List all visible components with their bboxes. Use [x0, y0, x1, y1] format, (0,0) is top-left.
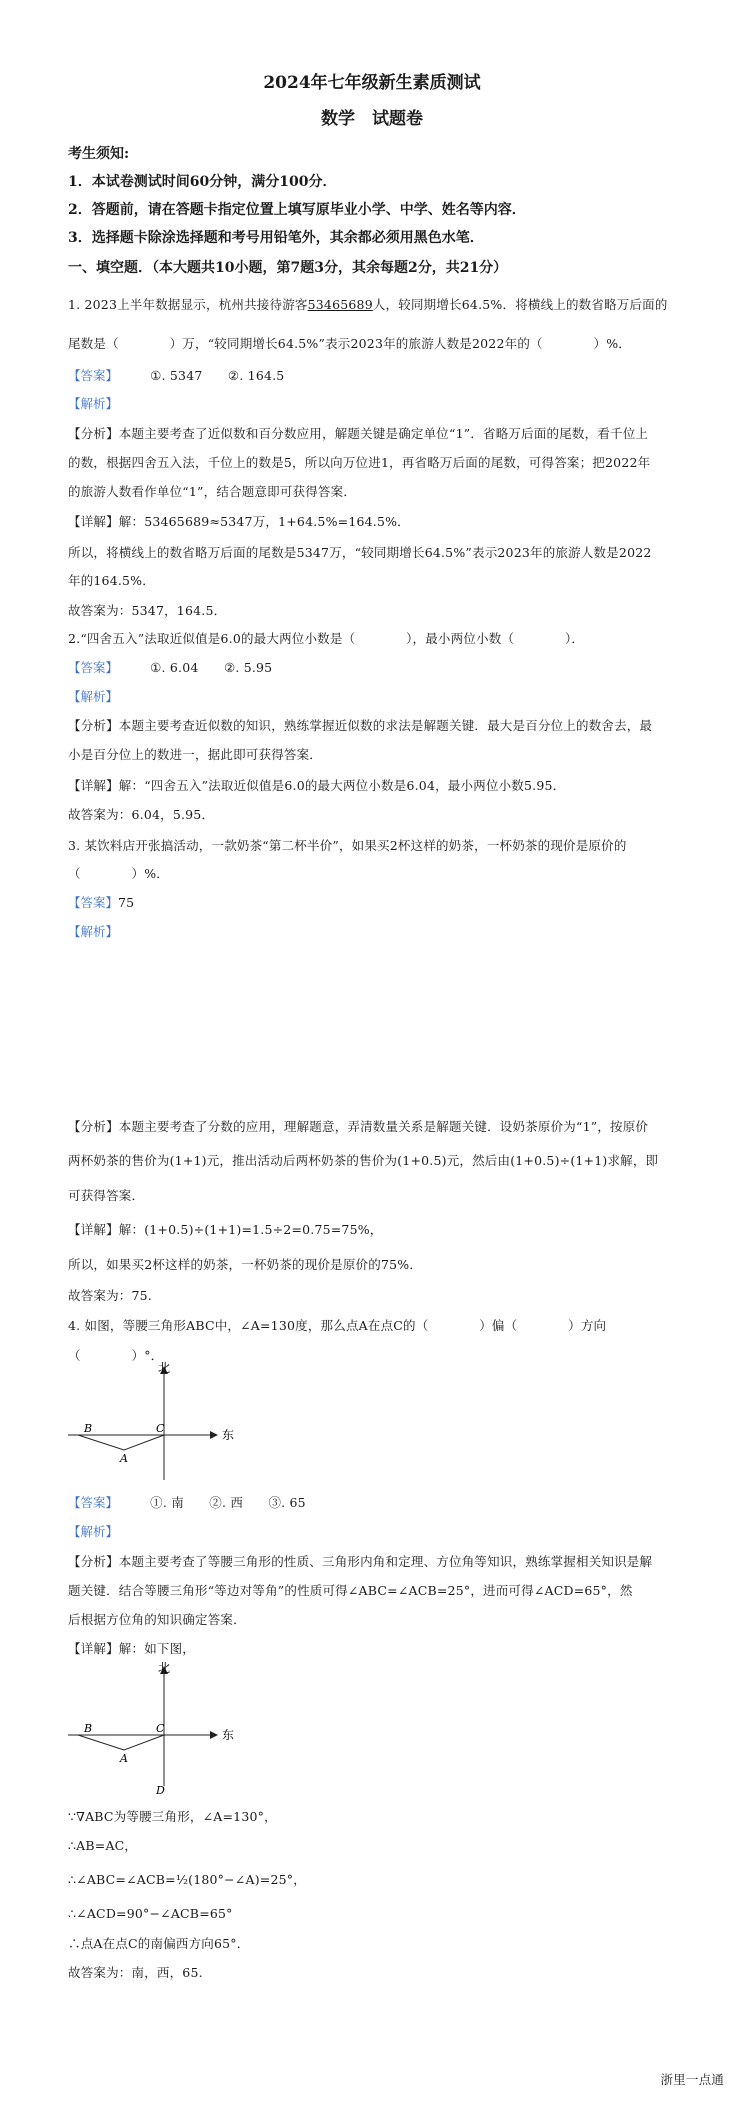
answer-tag: 【答案】	[68, 895, 119, 910]
step-line: ∴AB=AC，	[68, 1838, 138, 1853]
point-b-label: B	[84, 1722, 93, 1735]
detail-line: 【详解】解：如下图，	[68, 1641, 196, 1656]
notice-heading: 考生须知:	[68, 146, 130, 162]
analysis-line: 可获得答案．	[68, 1188, 145, 1203]
analysis-line: 的旅游人数看作单位“1”，结合题意即可获得答案．	[68, 484, 357, 499]
question-1-line: 1. 2023上半年数据显示，杭州共接待游客53465689人，较同期增长64.5%．将横线上的数省略万后面的	[68, 297, 668, 312]
answer-row	[68, 658, 272, 676]
footer-brand: 浙里一点通	[660, 2072, 724, 2087]
detail-line: 所以，将横线上的数省略万后面的尾数是5347万，“较同期增长64.5%”表示2023年的旅游人数是2022	[68, 545, 652, 560]
step-line: ∵∇ABC为等腰三角形，∠A=130°，	[68, 1809, 277, 1824]
analysis-tag: 【解析】	[68, 689, 119, 704]
detail-line: 年的164.5%．	[68, 573, 155, 588]
point-a-label: A	[120, 1452, 128, 1465]
point-c-label: C	[156, 1722, 165, 1735]
analysis-tag: 【解析】	[68, 396, 119, 411]
answer-text: 75	[118, 895, 135, 910]
analysis-line: 【分析】本题主要考查近似数的知识，熟练掌握近似数的求法是解题关键．最大是百分位上的数舍去，最	[68, 718, 653, 733]
east-label: 东	[222, 1428, 235, 1442]
triangle-abc	[78, 1435, 164, 1450]
north-label: 北	[158, 1662, 171, 1675]
analysis-tag: 【解析】	[68, 924, 119, 939]
answer-text: ①. 南 ②. 西 ③. 65	[150, 1495, 306, 1510]
detail-line: 【详解】解：53465689≈5347万，1+64.5%=164.5%．	[68, 514, 410, 529]
answer-tag: 【答案】	[68, 368, 119, 383]
analysis-line: 【分析】本题主要考查了分数的应用，理解题意，弄清数量关系是解题关键．设奶茶原价为“1”，按原价	[68, 1119, 649, 1134]
point-c-label: C	[156, 1422, 165, 1435]
point-d-label: D	[156, 1784, 165, 1797]
answer-row	[68, 366, 284, 384]
answer-row	[68, 1493, 306, 1511]
answer-tag: 【答案】	[68, 660, 119, 675]
step-line: ∴∠ACD=90°−∠ACB=65°	[68, 1906, 233, 1921]
direction-diagram	[60, 1362, 250, 1482]
analysis-line: 【分析】本题主要考查了近似数和百分数应用，解题关键是确定单位“1”．省略万后面的尾数，看千位上	[68, 426, 649, 441]
question-1-line: 尾数是（ ）万，“较同期增长64.5%”表示2023年的旅游人数是2022年的（ ）%．	[68, 336, 631, 351]
arrow-east-icon	[210, 1731, 218, 1739]
section-heading: 一、填空题．（本大题共10小题，第7题3分，其余每题2分，共21分）	[68, 260, 508, 276]
answer-row	[68, 893, 134, 911]
answer-tag: 【答案】	[68, 1495, 119, 1510]
detail-line: 所以，如果买2杯这样的奶茶，一杯奶茶的现价是原价的75%．	[68, 1257, 423, 1272]
page-title: 2024年七年级新生素质测试	[263, 73, 481, 93]
notice-item: 1．本试卷测试时间60分钟，满分100分．	[68, 174, 337, 190]
final-answer: 故答案为：75.	[68, 1288, 152, 1303]
detail-line: 【详解】解：“四舍五入”法取近似值是6.0的最大两位小数是6.04，最小两位小数5.95．	[68, 778, 566, 793]
analysis-line: 【分析】本题主要考查了等腰三角形的性质、三角形内角和定理、方位角等知识，熟练掌握相关知识是解	[68, 1554, 653, 1569]
analysis-line: 后根据方位角的知识确定答案．	[68, 1612, 246, 1627]
direction-diagram-with-d	[60, 1662, 250, 1798]
final-answer: 故答案为：6.04，5.95．	[68, 807, 215, 822]
answer-text: ①. 5347 ②. 164.5	[150, 368, 285, 383]
triangle-abc	[78, 1735, 164, 1750]
analysis-line: 题关键．结合等腰三角形“等边对等角”的性质可得∠ABC=∠ACB=25°，进而可得∠ACD=65°，然	[68, 1583, 633, 1598]
answer-text: ①. 6.04 ②. 5.95	[150, 660, 273, 675]
north-label: 北	[158, 1362, 171, 1375]
point-a-label: A	[120, 1752, 128, 1765]
question-3-stem: （ ）%．	[68, 866, 169, 881]
east-label: 东	[222, 1728, 235, 1742]
point-b-label: B	[84, 1422, 93, 1435]
step-line: ∴点A在点C的南偏西方向65°．	[68, 1936, 250, 1951]
question-3-stem: 3. 某饮料店开张搞活动，一款奶茶“第二杯半价”，如果买2杯这样的奶茶，一杯奶茶的现价是原价的	[68, 838, 627, 853]
step-line: ∴∠ABC=∠ACB=½(180°−∠A)=25°，	[68, 1872, 306, 1887]
page-subtitle: 数学 试题卷	[321, 109, 423, 129]
detail-line: 【详解】解：(1+0.5)÷(1+1)=1.5÷2=0.75=75%，	[68, 1222, 383, 1237]
analysis-line: 两杯奶茶的售价为(1+1)元，推出活动后两杯奶茶的售价为(1+0.5)元，然后由(1+0.5)÷(1+1)求解，即	[68, 1153, 659, 1168]
question-2-stem: 2.“四舍五入”法取近似值是6.0的最大两位小数是（ ），最小两位小数（ ）．	[68, 631, 585, 646]
question-4-stem: 4. 如图，等腰三角形ABC中，∠A=130度，那么点A在点C的（ ）偏（ ）方向	[68, 1318, 607, 1333]
arrow-east-icon	[210, 1431, 218, 1439]
analysis-line: 的数，根据四舍五入法，千位上的数是5，所以向万位进1，再省略万后面的尾数，可得答案；把2022年	[68, 455, 651, 470]
notice-item: 3．选择题卡除涂选择题和考号用铅笔外，其余都必须用黑色水笔．	[68, 230, 484, 246]
analysis-tag: 【解析】	[68, 1524, 119, 1539]
final-answer: 故答案为：南，西，65.	[68, 1965, 203, 1980]
final-answer: 故答案为：5347，164.5．	[68, 603, 227, 618]
analysis-line: 小是百分位上的数进一，据此即可获得答案．	[68, 747, 323, 762]
notice-item: 2．答题前，请在答题卡指定位置上填写原毕业小学、中学、姓名等内容．	[68, 202, 526, 218]
question-4-stem: （ ）°．	[68, 1348, 164, 1363]
